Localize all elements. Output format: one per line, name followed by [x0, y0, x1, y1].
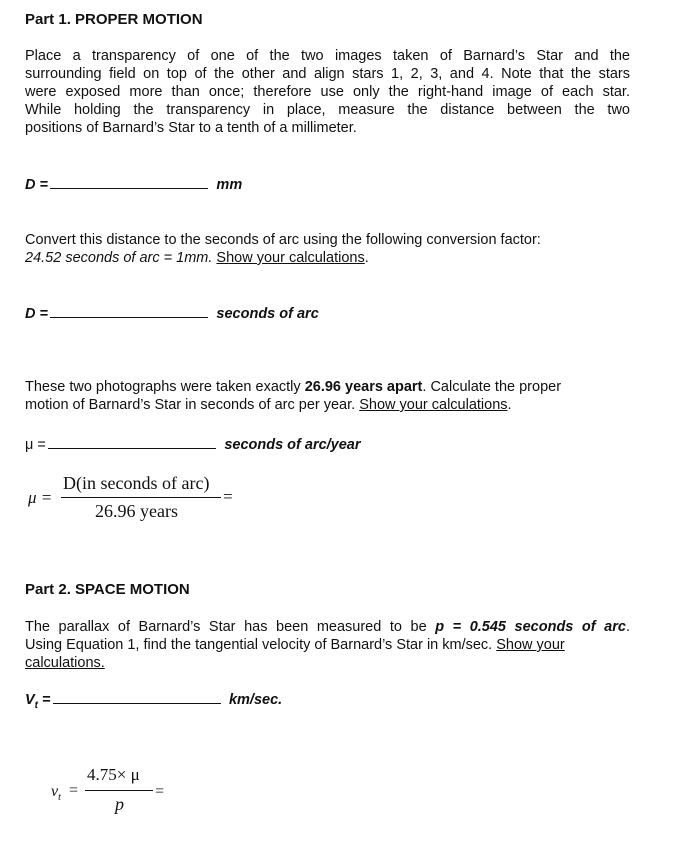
part1-intro-paragraph — [25, 47, 630, 137]
part2-paragraph — [25, 618, 630, 672]
period-1: . — [364, 250, 369, 266]
d-mm-answer-row — [25, 176, 242, 194]
vt-formula-v: v — [51, 783, 59, 800]
vt-formula-denominator: p — [115, 794, 124, 814]
vt-formula-eq: = — [69, 782, 79, 799]
convert-line-1: Convert this distance to the seconds of arc using the following conversion factor: — [25, 232, 541, 248]
show-calculations-2: Show your calculations — [359, 397, 508, 413]
part1-heading: Part 1. PROPER MOTION — [25, 11, 203, 28]
show-your-link: Show your — [496, 637, 565, 653]
intro-line-5: positions of Barnard’s Star to a tenth of a millimeter. — [25, 120, 357, 136]
vt-formula-numerator: 4.75× μ — [87, 765, 140, 784]
mu-formula-lhs: μ = — [28, 488, 53, 507]
conversion-paragraph — [25, 231, 630, 267]
mu-fraction-bar — [61, 497, 221, 498]
vt-unit: km/sec. — [228, 692, 283, 708]
photo-line-1 — [25, 378, 630, 396]
d-arc-unit: seconds of arc — [216, 306, 319, 322]
vt-label-v: V — [25, 692, 35, 708]
photo-line-2-text: motion of Barnard’s Star in seconds of arc per year. — [25, 397, 360, 413]
intro-line-2: surrounding field on top of the other and align stars 1, 2, 3, and 4. Note that the stars — [25, 66, 630, 82]
vt-formula-rhs: = — [155, 783, 165, 800]
photographs-paragraph — [25, 378, 630, 414]
d-mm-label: D = — [25, 177, 48, 193]
part2-heading: Part 2. SPACE MOTION — [25, 581, 190, 598]
d-arc-label: D = — [25, 306, 48, 322]
intro-line-4: While holding the transparency in place, measure the distance between the two — [25, 102, 630, 118]
vt-label — [25, 692, 51, 711]
part2-line-2 — [25, 636, 630, 654]
part2-line-1-pre: The parallax of Barnard’s Star has been measured to be — [25, 619, 436, 635]
photo-line-2 — [25, 396, 630, 414]
photo-line-1-pre: These two photographs were taken exactly — [25, 379, 305, 395]
part2-line-2-pre: Using Equation 1, find the tangential velocity of Barnard’s Star in km/sec. — [25, 637, 497, 653]
vt-answer-row — [25, 691, 282, 711]
mu-formula — [25, 470, 265, 530]
photo-years-apart: 26.96 years apart — [304, 379, 423, 395]
mu-formula-denominator: 26.96 years — [95, 501, 178, 521]
mu-label: μ = — [25, 437, 46, 453]
conversion-factor: 24.52 seconds of arc = 1mm. — [25, 250, 213, 266]
vt-formula — [45, 763, 185, 823]
mu-formula-rhs: = — [223, 487, 233, 506]
parallax-value: p = 0.545 seconds of arc — [435, 619, 626, 635]
vt-label-eq: = — [38, 692, 51, 708]
part2-line-1 — [25, 618, 630, 636]
d-arc-answer-row — [25, 305, 319, 323]
vt-label-sub: t — [34, 699, 39, 711]
d-mm-answer-blank[interactable] — [50, 176, 208, 189]
convert-line-2 — [25, 249, 630, 267]
mu-answer-row — [25, 436, 361, 454]
intro-line-3: were exposed more than once; therefore use only the right-hand image of each star. — [25, 84, 630, 100]
period-2: . — [507, 397, 512, 413]
photo-line-1-post: . Calculate the proper — [422, 379, 562, 395]
vt-formula-sub: t — [58, 792, 61, 804]
part2-line-3 — [25, 654, 630, 672]
part2-line-1-post: . — [625, 619, 630, 635]
vt-formula-lhs — [51, 783, 61, 803]
d-arc-answer-blank[interactable] — [50, 305, 208, 318]
vt-fraction-bar — [85, 790, 153, 791]
mu-unit: seconds of arc/year — [224, 437, 361, 453]
mu-answer-blank[interactable] — [48, 436, 216, 449]
d-mm-unit: mm — [216, 177, 243, 193]
vt-answer-blank[interactable] — [53, 691, 221, 704]
calculations-link: calculations. — [25, 655, 105, 671]
mu-formula-numerator: D(in seconds of arc) — [63, 473, 210, 493]
intro-line-1: Place a transparency of one of the two images taken of Barnard’s Star and the — [25, 48, 630, 64]
show-calculations-1: Show your calculations — [216, 250, 365, 266]
